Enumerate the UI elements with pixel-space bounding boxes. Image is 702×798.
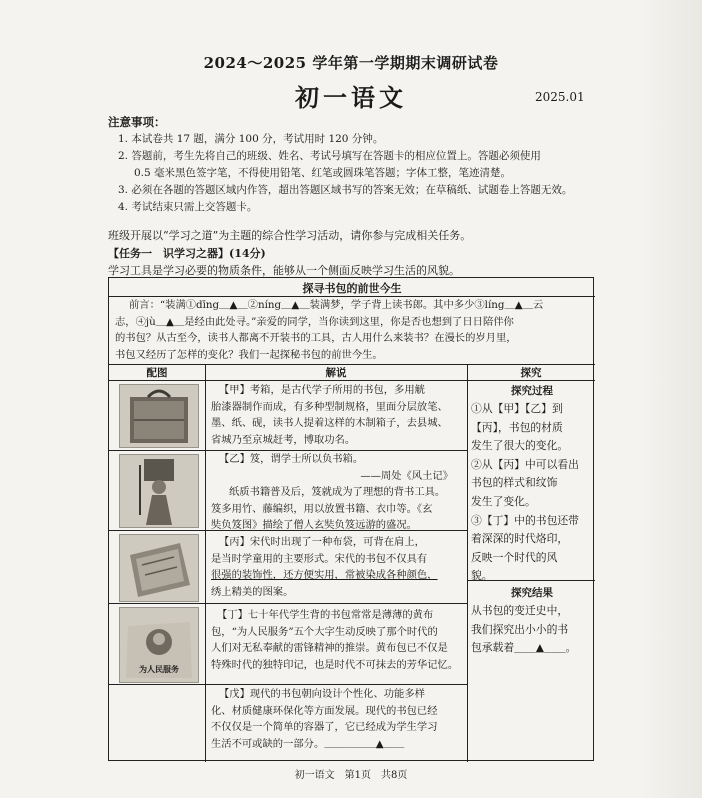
commentary-wu <box>211 686 463 752</box>
explore-line: 书包的样式和纹饰 <box>471 476 558 490</box>
commentary-line: 【丁】七十年代学生背的书包常常是薄薄的黄布 <box>217 609 434 621</box>
explore-result-line: 从书包的变迁史中， <box>471 604 569 617</box>
serve-the-people-bag-photo <box>119 607 199 683</box>
commentary-source: ——周处《风土记》 <box>360 469 453 482</box>
commentary-line: 【戊】现代的书包朝向设计个性化、功能多样 <box>219 688 425 700</box>
preface-line: 前言：“装满①dīng＿▲＿②níng＿▲＿装满梦，学子背上读书郎。其中多少③líng＿▲＿云 <box>129 299 544 311</box>
preface-line: 志，④jù＿▲＿是经由此处寻。”亲爱的同学，当你读到这里，你是否也想到了日日陪伴你 <box>115 315 514 328</box>
scholar-with-bookcase-photo <box>119 454 199 528</box>
explore-line: 发生了变化。 <box>471 494 536 508</box>
commentary-line: 人们对无私奉献的雷锋精神的推崇。黄布包已不仅是 <box>211 642 448 654</box>
commentary-line: 包，“为人民服务”五个大字生动反映了那个时代的 <box>211 625 438 638</box>
commentary-line: 生活不可或缺的一部分。＿＿＿＿＿▲＿＿ <box>211 737 405 750</box>
page-footer: 初一语文 第1页 共8页 <box>294 770 408 781</box>
col-header-commentary: 解说 <box>325 367 347 379</box>
scholar-icon <box>120 455 198 527</box>
commentary-bing <box>211 534 463 600</box>
commentary-line: 特殊时代的独特印记，也是时代不可抹去的芳华记忆。 <box>211 658 459 671</box>
table-preface <box>115 297 591 363</box>
explore-line: 反映一个时代的风 <box>471 550 558 564</box>
cloth-bag-icon <box>120 535 198 601</box>
explore-line: ③【丁】中的书包还带 <box>471 513 579 527</box>
exam-box-photo <box>119 384 199 448</box>
notes-heading: 注意事项： <box>108 115 166 129</box>
explore-line: 貌。 <box>471 569 493 583</box>
col-header-explore: 探究 <box>520 367 542 379</box>
explore-line: 【丙】，书包的材质 <box>471 420 563 434</box>
commentary-line: 奘负笈图》描绘了僧人玄奘负笈远游的盛况。 <box>211 519 417 531</box>
commentary-line: 【乙】笈，谓学士所以负书箱。 <box>219 453 364 465</box>
commentary-line: 绣上精美的图案。 <box>211 585 294 598</box>
explore-result <box>471 584 593 658</box>
commentary-line: 墨、纸、砚，读书人提着这样的木制箱子，去县城、 <box>211 417 448 429</box>
commentary-line: 【丙】宋代时出现了一种布袋，可背在肩上， <box>219 536 425 548</box>
task-description: 学习工具是学习必要的物质条件，能够从一个侧面反映学习生活的风貌。 <box>108 264 460 277</box>
explore-result-title: 探究结果 <box>511 587 553 599</box>
explore-line: 着深深的时代烙印， <box>471 532 569 546</box>
note-item: 3. 必须在各题的答题区域内作答，超出答题区域书写的答案无效；在草稿纸、试题卷上答题无效。 <box>118 184 573 196</box>
commentary-line: 是当时学童用的主要形式。宋代的书包不仅具有 <box>211 552 428 565</box>
preface-line: 的书包？从古至今，读书人都离不开装书的工具，古人用什么来装书？在漫长的岁月里， <box>115 332 517 344</box>
table-title: 探寻书包的前世今生 <box>302 282 402 295</box>
explore-result-line: 包承载着＿＿▲＿＿。 <box>471 641 577 655</box>
commentary-line: 化、材质健康环保化等方面发展。现代的书包已经 <box>211 704 438 717</box>
cloth-bag-photo <box>119 534 199 602</box>
commentary-line: 【甲】考箱，是古代学子所用的书包，多用觥 <box>219 384 425 396</box>
commentary-line: 胎漆器制作而成，有多种型制规格，里面分层放笔、 <box>211 400 448 413</box>
commentary-line: 省城乃至京城赶考，博取功名。 <box>211 433 356 446</box>
task-label: 【任务一 识学习之器】(14分) <box>108 247 266 260</box>
exam-subtitle: 初一语文 <box>295 83 407 112</box>
explore-line: 发生了很大的变化。 <box>471 439 569 453</box>
note-item: 1. 本试卷共 17 题，满分 100 分，考试用时 120 分钟。 <box>118 133 384 145</box>
wooden-box-icon <box>120 385 198 447</box>
note-item: 2. 答题前，考生先将自己的班级、姓名、考试号填写在答题卡的相应位置上。答题必须使用 <box>118 150 541 162</box>
page-edge-shadow <box>642 0 702 798</box>
exam-title: 2024～2025 学年第一学期期末调研试卷 <box>203 54 499 72</box>
explore-line: ②从【丙】中可以看出 <box>471 457 579 471</box>
commentary-jia <box>211 382 463 448</box>
commentary-line: 不仅仅是一个简单的容器了，它已经成为学生学习 <box>211 721 438 733</box>
explore-result-line: 我们探究出小小的书 <box>471 622 569 636</box>
col-header-image: 配图 <box>146 367 168 379</box>
commentary-line: 笈多用竹、藤编织，用以放置书籍、衣巾等。《玄 <box>211 502 433 515</box>
bag-slogan: 为人民服务 <box>139 664 179 674</box>
explore-process <box>471 382 593 586</box>
commentary-yi <box>211 451 463 534</box>
commentary-ding <box>211 607 463 673</box>
preface-line: 书包又经历了怎样的变化？我们一起探秘书包的前世今生。 <box>115 348 383 361</box>
commentary-line: 很强的装饰性，还方便实用，常被染成各种颜色， <box>211 569 438 581</box>
commentary-line: 纸质书籍普及后，笈就成为了理想的背书工具。 <box>229 486 446 498</box>
note-item: 4. 考试结束只需上交答题卡。 <box>118 201 258 213</box>
note-item: 0.5 毫米黑色签字笔，不得使用铅笔、红笔或圆珠笔答题；字体工整，笔迹清楚。 <box>134 167 512 179</box>
explore-line: ①从【甲】【乙】到 <box>471 402 563 415</box>
activity-intro: 班级开展以“学习之道”为主题的综合性学习活动，请你参与完成相关任务。 <box>108 229 472 242</box>
exploration-table <box>108 277 594 761</box>
exam-date: 2025.01 <box>535 90 585 104</box>
explore-process-title: 探究过程 <box>511 385 553 397</box>
